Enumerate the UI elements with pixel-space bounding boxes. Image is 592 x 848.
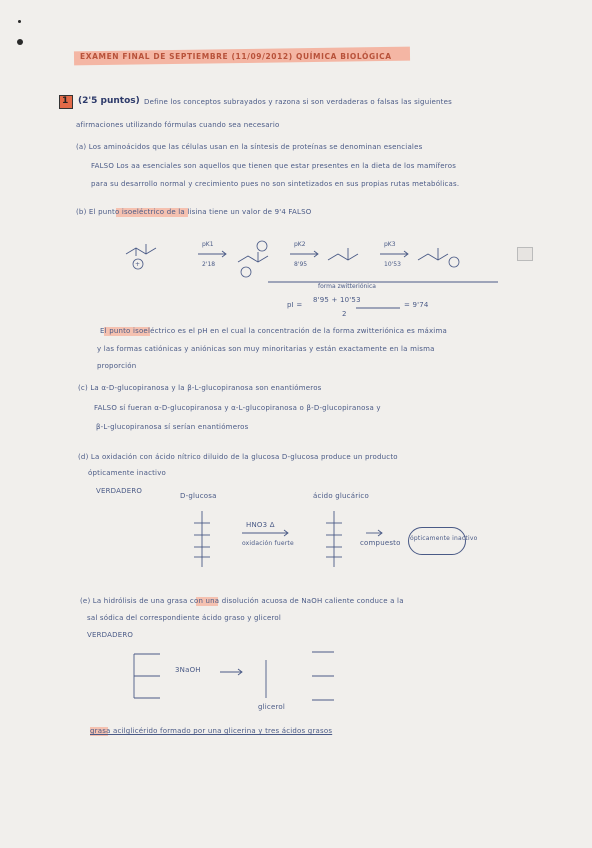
pk3-value: 10'53 — [384, 261, 401, 268]
item-b-definition-1: El punto isoeléctrico es el pH en el cual la concentración de la forma zwitteriónica es máxima — [100, 327, 447, 335]
bond-chain-2 — [238, 256, 268, 262]
item-b-definition-3: proporción — [97, 362, 137, 370]
pk1-value: 2'18 — [202, 261, 216, 268]
pi-formula-prefix: pI = — [287, 301, 303, 309]
item-c-answer-2: β-L-glucopiranosa sí serían enantiómeros — [96, 423, 249, 431]
charge-2 — [257, 241, 267, 251]
bond-chain-4 — [418, 254, 448, 260]
item-a-answer-2: para su desarrollo normal y crecimiento pues no son sintetizados en sus propias rutas metabólicas. — [91, 180, 460, 188]
item-e-statement-2: sal sódica del correspondiente ácido graso y glicerol — [87, 614, 282, 622]
item-e-definition: grasa acilglicérido formado por una glicerina y tres ácidos grasos — [90, 727, 333, 735]
item-c-answer-1: FALSO sí fueran α-D-glucopiranosa y α-L-glucopiranosa o β-D-glucopiranosa y — [94, 404, 381, 412]
question-points: (2'5 puntos) — [78, 96, 140, 106]
item-e-statement: (e) La hidrólisis de una grasa con una disolución acuosa de NaOH caliente conduce a la — [80, 597, 404, 605]
charge-3 — [241, 267, 251, 277]
punch-mark — [18, 20, 21, 23]
glucaric-acid-label: ácido glucárico — [313, 492, 369, 500]
item-a-statement: (a) Los aminoácidos que las células usan en la síntesis de proteínas se denominan esenciales — [76, 143, 423, 151]
intro-line-2: afirmaciones utilizando fórmulas cuando sea necesario — [76, 121, 280, 129]
pi-formula-numerator: 8'95 + 10'53 — [313, 296, 361, 304]
reagent-label-2: oxidación fuerte — [242, 540, 294, 547]
exam-title: EXAMEN FINAL DE SEPTIEMBRE (11/09/2012) QUÍMICA BIOLÓGICA — [80, 52, 392, 61]
item-a-answer-1: FALSO Los aa esenciales son aquellos que tienen que estar presentes en la dieta de los mamíferos — [91, 162, 457, 170]
item-d-statement: (d) La oxidación con ácido nítrico diluido de la glucosa D-glucosa produce un producto — [78, 453, 398, 461]
naoh-reagent: 3NaOH — [175, 666, 201, 674]
pk1-label: pK1 — [202, 241, 214, 248]
intro-line-1: Define los conceptos subrayados y razona si son verdaderas o falsas las siguientes — [144, 98, 452, 106]
bond-chain-1 — [126, 248, 156, 254]
result-compound: compuesto — [360, 539, 401, 547]
pk2-value: 8'95 — [294, 261, 308, 268]
question-number: 1 — [62, 96, 69, 106]
punch-hole — [17, 39, 23, 45]
plus-1: + — [135, 261, 141, 268]
charge-4 — [449, 257, 459, 267]
scan-mark — [517, 247, 533, 261]
item-b-definition-2: y las formas catiónicas y aniónicas son muy minoritarias y están exactamente en la misma — [97, 345, 435, 353]
item-b-statement: (b) El punto isoeléctrico de la lisina tiene un valor de 9'4 FALSO — [76, 208, 312, 216]
pk2-label: pK2 — [294, 241, 306, 248]
bond-chain-3 — [328, 254, 358, 260]
saponification-scheme — [120, 640, 380, 720]
item-e-verdict: VERDADERO — [87, 631, 134, 639]
reagent-label: HNO3 Δ — [246, 521, 275, 529]
zwitterion-label: forma zwitteriónica — [318, 283, 376, 290]
d-glucose-label: D-glucosa — [180, 492, 217, 500]
item-d-statement-2: ópticamente inactivo — [88, 469, 167, 477]
glycerol-label: glicerol — [258, 703, 286, 711]
inactive-bubble-text: ópticamente inactivo — [410, 535, 478, 542]
pk3-label: pK3 — [384, 241, 396, 248]
pi-formula-result: = 9'74 — [404, 301, 429, 309]
lysine-titration-scheme — [118, 232, 508, 322]
item-c-statement: (c) La α-D-glucopiranosa y la β-L-glucopiranosa son enantiómeros — [78, 384, 322, 392]
pi-formula-denominator: 2 — [342, 310, 347, 318]
item-d-verdict: VERDADERO — [96, 487, 143, 495]
